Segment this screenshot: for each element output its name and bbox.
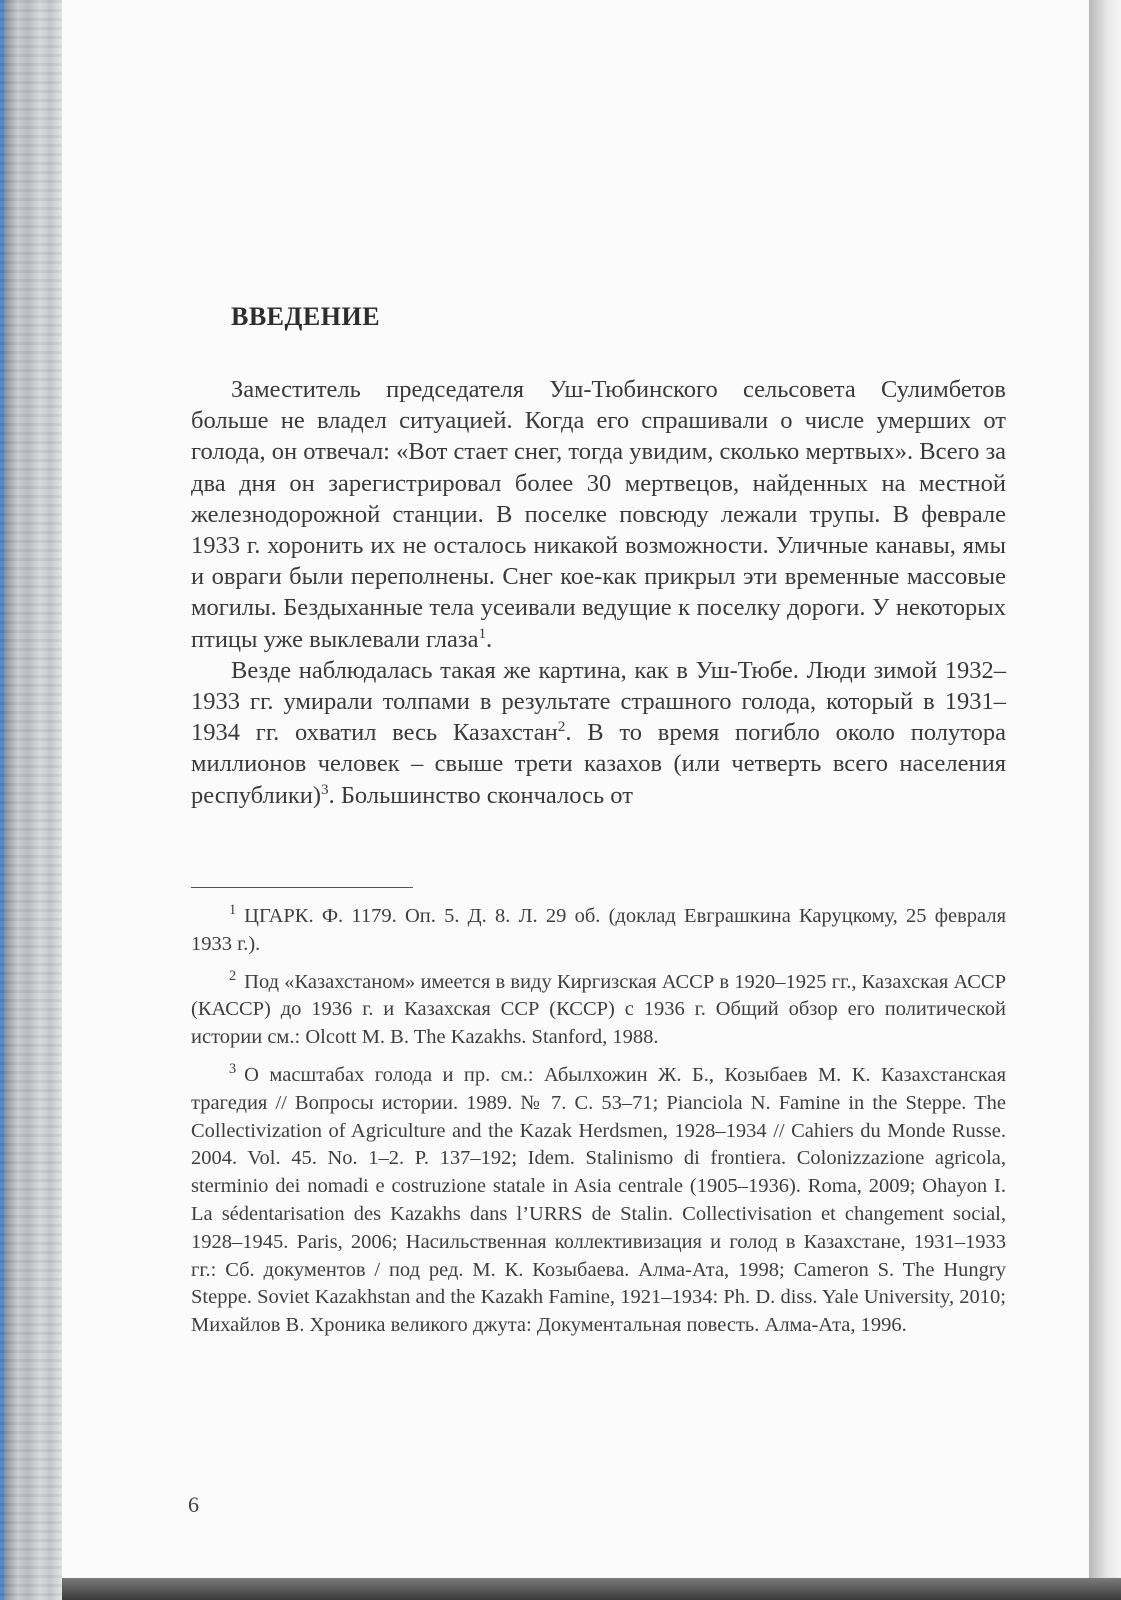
page-binding-edge [0,0,62,1600]
footnote-divider [191,887,413,888]
main-text [191,374,1006,811]
paragraph-2-segment-1: Везде наблюдалась такая же картина, как в Уш-Тюбе. Люди зимой 1932–1933 гг. умирали толпами в результате страшного голода, который в 1931–1934 гг. охватил весь Казахстан [191,656,1006,747]
paragraph-2 [191,655,1006,811]
footnotes [191,903,1006,1350]
footnote-1-text: ЦГАРК. Ф. 1179. Оп. 5. Д. 8. Л. 29 об. (доклад Евграшкина Каруцкому, 25 февраля 1933 г.). [191,905,1006,955]
page-bottom-edge [62,1578,1121,1600]
footnote-2 [191,969,1006,1052]
paragraph-1-tail: . [486,625,493,653]
paragraph-2-segment-2: . В то время погибло около полутора миллионов человек – свыше трети казахов (или четверть всего населения республики) [191,719,1006,809]
footnote-3 [191,1062,1006,1340]
paragraph-1-text: Заместитель председателя Уш-Тюбинского сельсовета Сулимбетов больше не владел ситуацией. Когда его спрашивали о числе умерших от голода, он отвечал: «Вот стает снег, тогда увидим, сколько мертвых». Всего за два дня он зарегистрировал более 30 мертвецов, найденных на местной железнодорожной станции. В поселке повсюду лежали трупы. В феврале 1933 г. хоронить их не осталось никакой возможности. Уличные канавы, ямы и овраги были переполнены. Снег кое-как прикрыл эти временные массовые могилы. Бездыханные тела усеивали ведущие к поселку дороги. У некоторых птицы уже выклевали глаза [191,376,1006,653]
paragraph-1 [191,374,1006,655]
paragraph-2-segment-3: . Большинство скончалось от [328,781,633,809]
footnote-ref-3: 3 [321,780,329,798]
footnote-3-mark: 3 [229,1061,237,1078]
page-right-edge [1089,0,1121,1600]
chapter-heading: ВВЕДЕНИЕ [231,302,381,331]
footnote-2-text: Под «Казахстаном» имеется в виду Киргизская АССР в 1920–1925 гг., Казахская АССР (КАССР) до 1936 г. и Казахская ССР (КССР) с 1936 г. Общий обзор его политической истории см.: Olcott M. B. The Kazakhs. Stanford, 1988. [191,970,1006,1049]
scan-edge-line [0,0,4,1600]
footnote-3-text: О масштабах голода и пр. см.: Абылхожин Ж. Б., Козыбаев М. К. Казахстанская трагедия // Вопросы истории. 1989. № 7. С. 53–71; Pianciola N. Famine in the Steppe. The Collectivization of Agriculture and the Kazak Herdsmen, 1928–1934 // Cahiers du Monde Russe. 2004. Vol. 45. No. 1–2. P. 137–192; Idem. Stalinismo di frontiera. Colonizzazione agricola, sterminio dei nomadi e costruzione statale in Asia centrale (1905–1936). Roma, 2009; Ohayon I. La sédentarisation des Kazakhs dans l’URRS de Stalin. Collectivisation et changement social, 1928–1945. Paris, 2006; Насильственная коллективизация и голод в Казахстане, 1931–1933 гг.: Сб. документов / под ред. М. К. Козыбаева. Алма-Ата, 1998; Cameron S. The Hungry Steppe. Soviet Kazakhstan and the Kazakh Famine, 1921–1934: Ph. D. diss. Yale University, 2010; Михайлов В. Хроника великого джута: Документальная повесть. Алма-Ата, 1996. [191,1063,1006,1337]
footnote-1 [191,903,1006,959]
footnote-1-mark: 1 [229,902,237,919]
footnote-ref-2: 2 [557,718,566,736]
footnote-2-mark: 2 [229,967,237,984]
page-number: 6 [188,1492,199,1517]
footnote-ref-1: 1 [478,624,487,642]
